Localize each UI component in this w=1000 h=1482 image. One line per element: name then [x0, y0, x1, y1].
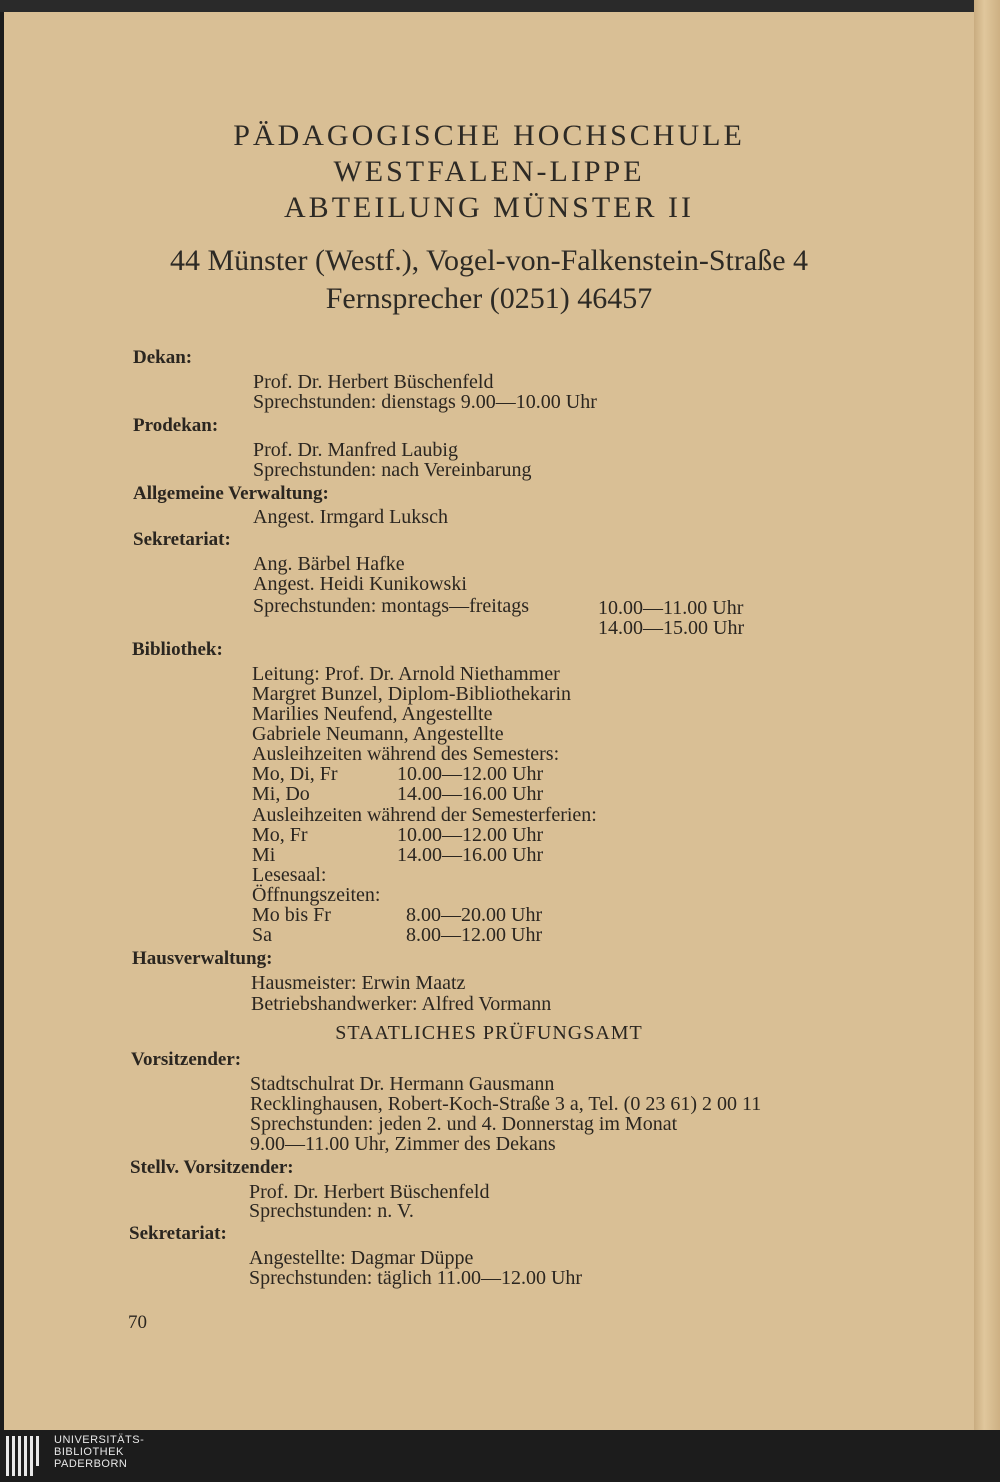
- bibliothek-staff-1: Margret Bunzel, Diplom-Bibliothekarin: [252, 683, 572, 705]
- ausleih-semester-label: Ausleihzeiten während des Semesters:: [252, 743, 560, 765]
- vorsitzender-label: Vorsitzender:: [131, 1049, 242, 1070]
- dekan-label: Dekan:: [133, 347, 193, 368]
- sekretariat-label: Sekretariat:: [133, 529, 231, 550]
- phone-line: Fernsprecher (0251) 46457: [325, 282, 653, 315]
- verwaltung-label: Allgemeine Verwaltung:: [133, 483, 329, 504]
- logo-line-2: BIBLIOTHEK: [54, 1446, 124, 1458]
- hours-time: 14.00—16.00 Uhr: [397, 783, 544, 805]
- hours-day: Mi, Do: [252, 783, 310, 805]
- hausmeister: Hausmeister: Erwin Maatz: [251, 972, 466, 994]
- prodekan-name: Prof. Dr. Manfred Laubig: [253, 439, 458, 461]
- pa-sekretariat-hours: Sprechstunden: täglich 11.00—12.00 Uhr: [249, 1267, 583, 1289]
- sekretariat-hours-label: Sprechstunden: montags—freitags: [253, 595, 530, 617]
- hours-time: 10.00—12.00 Uhr: [397, 763, 544, 785]
- page-spine-edge: [974, 0, 1000, 1430]
- stellv-hours: Sprechstunden: n. V.: [249, 1200, 414, 1222]
- title-line-2: WESTFALEN-LIPPE: [333, 155, 645, 188]
- document-page: [4, 12, 974, 1430]
- address-line: 44 Münster (Westf.), Vogel-von-Falkenstein-Straße 4: [169, 244, 809, 277]
- oeffnungszeiten-label: Öffnungszeiten:: [252, 884, 381, 906]
- hours-time: 8.00—12.00 Uhr: [406, 924, 543, 946]
- vorsitzender-name: Stadtschulrat Dr. Hermann Gausmann: [250, 1073, 555, 1095]
- hours-time: 8.00—20.00 Uhr: [406, 904, 543, 926]
- sekretariat-name-2: Angest. Heidi Kunikowski: [253, 573, 467, 595]
- betriebshandwerker: Betriebshandwerker: Alfred Vormann: [251, 993, 552, 1015]
- page-number: 70: [128, 1312, 147, 1333]
- title-line-1: PÄDAGOGISCHE HOCHSCHULE: [233, 119, 745, 152]
- hours-day: Mi: [252, 844, 276, 866]
- logo-line-1: UNIVERSITÄTS-: [54, 1434, 145, 1446]
- dekan-hours: Sprechstunden: dienstags 9.00—10.00 Uhr: [253, 391, 597, 413]
- vorsitzender-address: Recklinghausen, Robert-Koch-Straße 3 a, Tel. (0 23 61) 2 00 11: [250, 1093, 762, 1115]
- logo-line-3: PADERBORN: [54, 1458, 128, 1470]
- vorsitzender-hours-time: 9.00—11.00 Uhr, Zimmer des Dekans: [250, 1133, 556, 1155]
- hours-day: Mo bis Fr: [252, 904, 331, 926]
- pa-sekretariat-label: Sekretariat:: [129, 1223, 227, 1244]
- hours-day: Mo, Fr: [252, 824, 308, 846]
- hausverwaltung-label: Hausverwaltung:: [132, 948, 273, 969]
- sekretariat-hours-2: 14.00—15.00 Uhr: [598, 617, 745, 639]
- hours-day: Mo, Di, Fr: [252, 763, 338, 785]
- vorsitzender-hours: Sprechstunden: jeden 2. und 4. Donnerstag im Monat: [250, 1113, 678, 1135]
- hours-time: 14.00—16.00 Uhr: [397, 844, 544, 866]
- bibliothek-staff-3: Gabriele Neumann, Angestellte: [252, 723, 504, 745]
- stellv-label: Stellv. Vorsitzender:: [130, 1157, 294, 1178]
- stellv-name: Prof. Dr. Herbert Büschenfeld: [249, 1181, 490, 1203]
- library-logo-text: [54, 1434, 144, 1470]
- bibliothek-label: Bibliothek:: [132, 639, 223, 660]
- bibliothek-leitung: Leitung: Prof. Dr. Arnold Niethammer: [252, 663, 560, 685]
- lesesaal-label: Lesesaal:: [252, 864, 327, 886]
- sekretariat-name-1: Ang. Bärbel Hafke: [253, 553, 405, 575]
- ausleih-ferien-label: Ausleihzeiten während der Semesterferien:: [252, 804, 597, 826]
- verwaltung-name: Angest. Irmgard Luksch: [253, 506, 448, 528]
- hours-time: 10.00—12.00 Uhr: [397, 824, 544, 846]
- title-line-3: ABTEILUNG MÜNSTER II: [284, 191, 694, 224]
- pruefungsamt-heading: STAATLICHES PRÜFUNGSAMT: [335, 1022, 643, 1044]
- prodekan-hours: Sprechstunden: nach Vereinbarung: [253, 459, 532, 481]
- top-edge: [0, 0, 1000, 12]
- bibliothek-staff-2: Marilies Neufend, Angestellte: [252, 703, 493, 725]
- prodekan-label: Prodekan:: [133, 415, 219, 436]
- pa-sekretariat-name: Angestellte: Dagmar Düppe: [249, 1247, 474, 1269]
- hours-day: Sa: [252, 924, 272, 946]
- library-logo-bar: [0, 1430, 1000, 1482]
- dekan-name: Prof. Dr. Herbert Büschenfeld: [253, 371, 494, 393]
- sekretariat-hours-1: 10.00—11.00 Uhr: [598, 597, 744, 619]
